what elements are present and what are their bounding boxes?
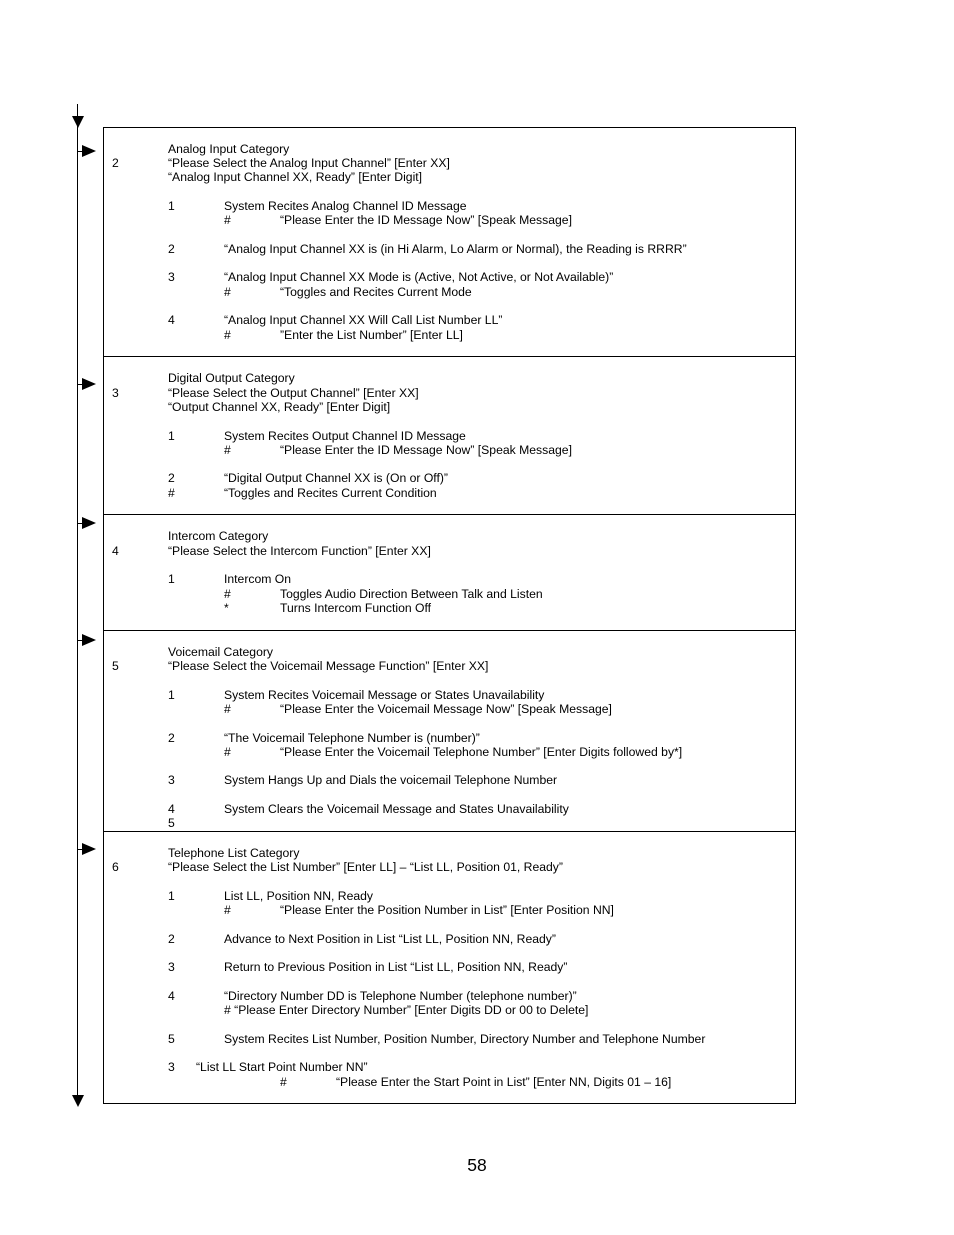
option-text: “The Voicemail Telephone Number is (number)” <box>224 731 480 745</box>
option-text: “Analog Input Channel XX Will Call List Number LL” <box>224 313 503 327</box>
section-prompt: “Please Select the Analog Input Channel” [Enter XX] <box>168 156 450 170</box>
option-text: Intercom On <box>224 572 292 586</box>
sub-option-key: # <box>224 328 231 342</box>
sub-option-text: Turns Intercom Function Off <box>280 601 432 615</box>
option-text: “Digital Output Channel XX is (On or Off)” <box>224 471 448 485</box>
option-key: 3 <box>168 1060 175 1074</box>
sub-option-key: * <box>224 601 229 615</box>
arrow-down-icon <box>72 116 84 128</box>
option-key: 4 <box>168 313 175 327</box>
option-key: 1 <box>168 429 175 443</box>
option-key: 2 <box>168 932 175 946</box>
option-text: “List LL Start Point Number NN” <box>196 1060 368 1074</box>
arrow-right-icon <box>82 517 96 529</box>
section-prompt: “Please Select the Output Channel” [Enter XX] <box>168 386 419 400</box>
sub-option-text: ”Enter the List Number” [Enter LL] <box>280 328 463 342</box>
section-prompt: “Please Select the Voicemail Message Function” [Enter XX] <box>168 659 489 673</box>
section-ready: “Analog Input Channel XX, Ready” [Enter Digit] <box>168 170 423 184</box>
option-text: “Toggles and Recites Current Condition <box>224 486 437 500</box>
option-text: System Clears the Voicemail Message and States Unavailability <box>224 802 569 816</box>
sub-option-text: “Please Enter the Voicemail Message Now” [Speak Message] <box>280 702 612 716</box>
section-ready: “Output Channel XX, Ready” [Enter Digit] <box>168 400 391 414</box>
option-key: 1 <box>168 199 175 213</box>
option-key: 2 <box>168 471 175 485</box>
option-text: System Recites List Number, Position Number, Directory Number and Telephone Number <box>224 1032 706 1046</box>
section-title: Intercom Category <box>168 529 269 543</box>
option-key: 3 <box>168 270 175 284</box>
sub-option-text: “Please Enter the Start Point in List” [Enter NN, Digits 01 – 16] <box>336 1075 672 1089</box>
section-title: Digital Output Category <box>168 371 295 385</box>
arrow-right-icon <box>82 634 96 646</box>
arrow-down-icon <box>72 1095 84 1107</box>
sub-option-text: “Please Enter the Position Number in List” [Enter Position NN] <box>280 903 614 917</box>
option-key: 1 <box>168 688 175 702</box>
sub-option-text: “Toggles and Recites Current Mode <box>280 285 472 299</box>
section-title: Telephone List Category <box>168 846 300 860</box>
option-text: List LL, Position NN, Ready <box>224 889 374 903</box>
section-divider <box>103 831 795 832</box>
option-key: 4 <box>168 802 175 816</box>
flow-line <box>77 104 78 1100</box>
option-key: 1 <box>168 572 175 586</box>
option-text: System Hangs Up and Dials the voicemail Telephone Number <box>224 773 558 787</box>
section-prompt: “Please Select the Intercom Function” [Enter XX] <box>168 544 431 558</box>
option-text: System Recites Analog Channel ID Message <box>224 199 467 213</box>
option-key: 3 <box>168 960 175 974</box>
option-key: # <box>168 486 175 500</box>
sub-option-key: # <box>280 1075 287 1089</box>
page-number: 58 <box>467 1155 487 1175</box>
option-key: 3 <box>168 773 175 787</box>
sub-option-text: Toggles Audio Direction Between Talk and Listen <box>280 587 543 601</box>
option-key: 2 <box>168 731 175 745</box>
option-text: “Directory Number DD is Telephone Number (telephone number)” <box>224 989 577 1003</box>
sub-option-key: # <box>224 213 231 227</box>
sub-option-text: “Please Enter the Voicemail Telephone Number” [Enter Digits followed by*] <box>280 745 683 759</box>
option-text: Advance to Next Position in List “List LL, Position NN, Ready” <box>224 932 556 946</box>
option-text: “Analog Input Channel XX is (in Hi Alarm, Lo Alarm or Normal), the Reading is RRRR” <box>224 242 687 256</box>
sub-option-text: “Please Enter the ID Message Now” [Speak Message] <box>280 213 572 227</box>
section-title: Voicemail Category <box>168 645 273 659</box>
sub-option-key: # <box>224 443 231 457</box>
option-key: 5 <box>168 816 175 830</box>
section-number: 2 <box>112 156 119 170</box>
section-divider <box>103 514 795 515</box>
section-number: 5 <box>112 659 119 673</box>
sub-option-key: # <box>224 587 231 601</box>
sub-option-key: # <box>224 702 231 716</box>
option-key: 2 <box>168 242 175 256</box>
sub-option-key: # <box>224 903 231 917</box>
section-prompt: “Please Select the List Number” [Enter LL] – “List LL, Position 01, Ready” <box>168 860 563 874</box>
sub-option-text: “Please Enter the ID Message Now” [Speak Message] <box>280 443 572 457</box>
section-number: 3 <box>112 386 119 400</box>
section-divider <box>103 630 795 631</box>
section-number: 6 <box>112 860 119 874</box>
option-text: System Recites Output Channel ID Message <box>224 429 466 443</box>
arrow-right-icon <box>82 378 96 390</box>
arrow-right-icon <box>82 843 96 855</box>
option-text: Return to Previous Position in List “List LL, Position NN, Ready” <box>224 960 568 974</box>
option-text-line2: # “Please Enter Directory Number” [Enter Digits DD or 00 to Delete] <box>224 1003 589 1017</box>
option-text: System Recites Voicemail Message or States Unavailability <box>224 688 545 702</box>
sub-option-key: # <box>224 745 231 759</box>
option-text: “Analog Input Channel XX Mode is (Active, Not Active, or Not Available)” <box>224 270 614 284</box>
option-key: 1 <box>168 889 175 903</box>
option-key: 4 <box>168 989 175 1003</box>
section-title: Analog Input Category <box>168 142 290 156</box>
option-key: 5 <box>168 1032 175 1046</box>
section-number: 4 <box>112 544 119 558</box>
sub-option-key: # <box>224 285 231 299</box>
arrow-right-icon <box>82 145 96 157</box>
section-divider <box>103 356 795 357</box>
